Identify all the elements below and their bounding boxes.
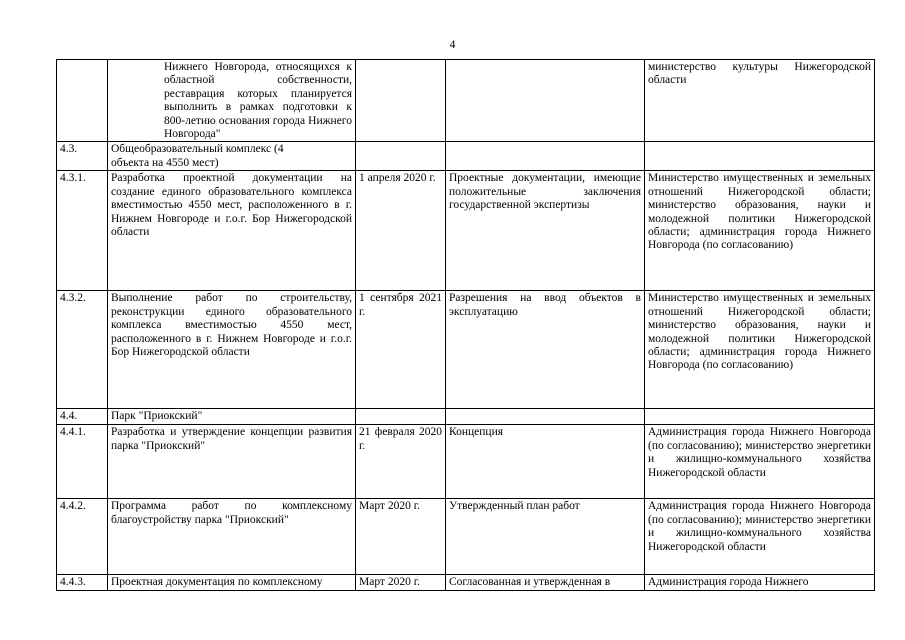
responsible [645, 142, 875, 171]
deadline: 1 сентября 2021 г. [356, 291, 446, 409]
row-number [57, 60, 108, 142]
expected-result [446, 60, 645, 142]
expected-result: Согласованная и утвержденная в [446, 575, 645, 590]
table-row [57, 291, 875, 409]
table-row [57, 60, 875, 142]
page-number: 4 [449, 39, 456, 51]
expected-result: Разрешения на ввод объектов в эксплуатацию [446, 291, 645, 409]
table-row [57, 142, 875, 171]
deadline: Март 2020 г. [356, 499, 446, 575]
expected-result: Концепция [446, 425, 645, 499]
event-name: Нижнего Новгорода, относящихся к областной собственности, реставрация которых планируется выполнить в рамках подготовки к 800-летию основания города Нижнего Новгорода" [108, 60, 356, 142]
event-name: Выполнение работ по строительству, реконструкции единого образовательного комплекса вместимостью 4550 мест, расположенного в г. Нижнем Новгороде и г.о.г. Бор Нижегородской области [108, 291, 356, 409]
table-row [57, 499, 875, 575]
responsible: Администрация города Нижнего Новгорода (по согласованию); министерство энергетики и жилищно-коммунального хозяйства Нижегородской области [645, 425, 875, 499]
event-name: Программа работ по комплексному благоустройству парка "Приокский" [108, 499, 356, 575]
table-row [57, 171, 875, 291]
row-number: 4.3. [57, 142, 108, 171]
deadline [356, 409, 446, 425]
event-name: Проектная документация по комплексному [108, 575, 356, 590]
expected-result [446, 142, 645, 171]
responsible: Администрация города Нижнего [645, 575, 875, 590]
table-row [57, 425, 875, 499]
event-name: Разработка и утверждение концепции развития парка "Приокский" [108, 425, 356, 499]
responsible [645, 409, 875, 425]
expected-result: Проектные документации, имеющие положительные заключения государственной экспертизы [446, 171, 645, 291]
responsible: Министерство имущественных и земельных отношений Нижегородской области; министерство образования, науки и молодежной политики Нижегородской области; администрация города Нижнего Новгорода (по согласованию) [645, 291, 875, 409]
row-number: 4.3.1. [57, 171, 108, 291]
deadline: Март 2020 г. [356, 575, 446, 590]
event-name: Общеобразовательный комплекс (4 объекта на 4550 мест) [108, 142, 356, 171]
action-plan-table [56, 59, 875, 591]
event-name: Парк "Приокский" [108, 409, 356, 425]
deadline: 1 апреля 2020 г. [356, 171, 446, 291]
deadline [356, 142, 446, 171]
expected-result [446, 409, 645, 425]
event-name: Разработка проектной документации на создание единого образовательного комплекса вместимостью 4550 мест, расположенного в г. Нижнем Новгороде и г.о.г. Бор Нижегородской области [108, 171, 356, 291]
expected-result: Утвержденный план работ [446, 499, 645, 575]
row-number: 4.4.1. [57, 425, 108, 499]
deadline [356, 60, 446, 142]
table-row [57, 409, 875, 425]
row-number: 4.3.2. [57, 291, 108, 409]
row-number: 4.4.3. [57, 575, 108, 590]
responsible: министерство культуры Нижегородской области [645, 60, 875, 142]
table-row [57, 575, 875, 590]
deadline: 21 февраля 2020 г. [356, 425, 446, 499]
responsible: Министерство имущественных и земельных отношений Нижегородской области; министерство образования, науки и молодежной политики Нижегородской области; администрация города Нижнего Новгорода (по согласованию) [645, 171, 875, 291]
responsible: Администрация города Нижнего Новгорода (по согласованию); министерство энергетики и жилищно-коммунального хозяйства Нижегородской области [645, 499, 875, 575]
row-number: 4.4. [57, 409, 108, 425]
row-number: 4.4.2. [57, 499, 108, 575]
